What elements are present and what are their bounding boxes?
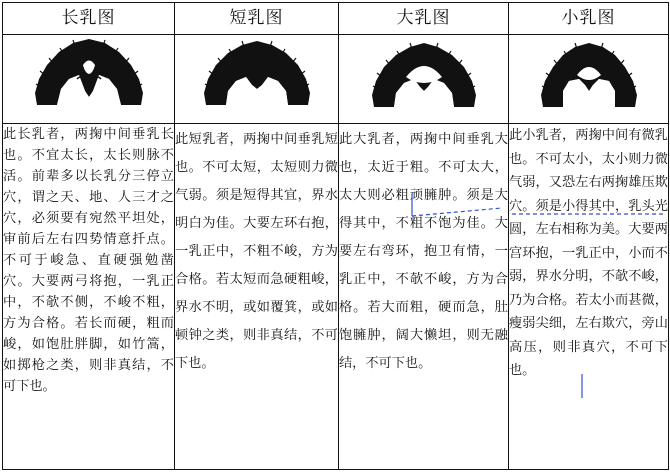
title-long: 长乳图 [3,3,175,35]
description-row [3,124,669,470]
breast-shape-table [2,2,669,470]
big-breast-figure [368,35,480,109]
description-big-text: 此大乳者，两掬中间垂乳大也，太近于粗。不可太大，太大则必粗顽臃肿。须是大得其中，不粗不饱为佳。大要左右弯环，抱卫有情，一乳正中，不欹不峻，方为合格。若大而粗，硬而急，肚饱臃肿，阔大懒坦，则无融结，不可下也。 [339,132,508,371]
figure-cell-long [3,35,175,124]
description-long [3,124,175,470]
title-small: 小乳图 [509,3,669,35]
description-big [339,124,509,470]
title-big: 大乳图 [339,3,509,35]
description-small-text: 此小乳者，两掬中间有微乳也。不可太小，太小则力微气弱，又恐左右两掬雄压欺穴。须是小得其中，乳头光圆，左右相称为美。大要两宫环抱，一乳正中，小而不弱，界水分明，不欹不峻，乃为合格。若太小而甚微，瘦弱尖细，左右欺穴，旁山高压，则非真穴，不可下也。 [509,128,668,378]
figure-cell-big [339,35,509,124]
short-breast-figure [200,35,314,107]
description-short [175,124,339,470]
description-long-text: 此长乳者，两掬中间垂乳长也。不宜太长，太长则脉不活。前辈多以长乳分三停立穴，谓之天、地、人三才之穴，必须要有宛然平坦处，审前后左右四势情意扦点。不可于峻急、直硬强勉凿穴。大要两弓将抱，一乳正中，不欹不侧，不峻不粗，方为合格。若长而硬，粗而峻，如饱肚胖脚，如竹篙，如掷枪之类，则非真结，不可下也。 [3,127,174,394]
description-small [509,124,669,470]
long-breast-figure [29,35,149,107]
figure-cell-small [509,35,669,124]
title-short: 短乳图 [175,3,339,35]
document-sheet [2,2,668,472]
figure-row [3,35,669,124]
figure-cell-short [175,35,339,124]
title-row [3,3,669,35]
small-breast-figure [537,35,641,109]
description-short-text: 此短乳者，两掬中间垂乳短也。不可太短，太短则力微气弱。须是短得其宜，界水明白为佳。大要左环右抱，一乳正中，不粗不峻，方为合格。若太短而急硬粗峻，界水不明，或如覆箕，或如顿钟之类，则非真结，不可下也。 [175,132,338,371]
